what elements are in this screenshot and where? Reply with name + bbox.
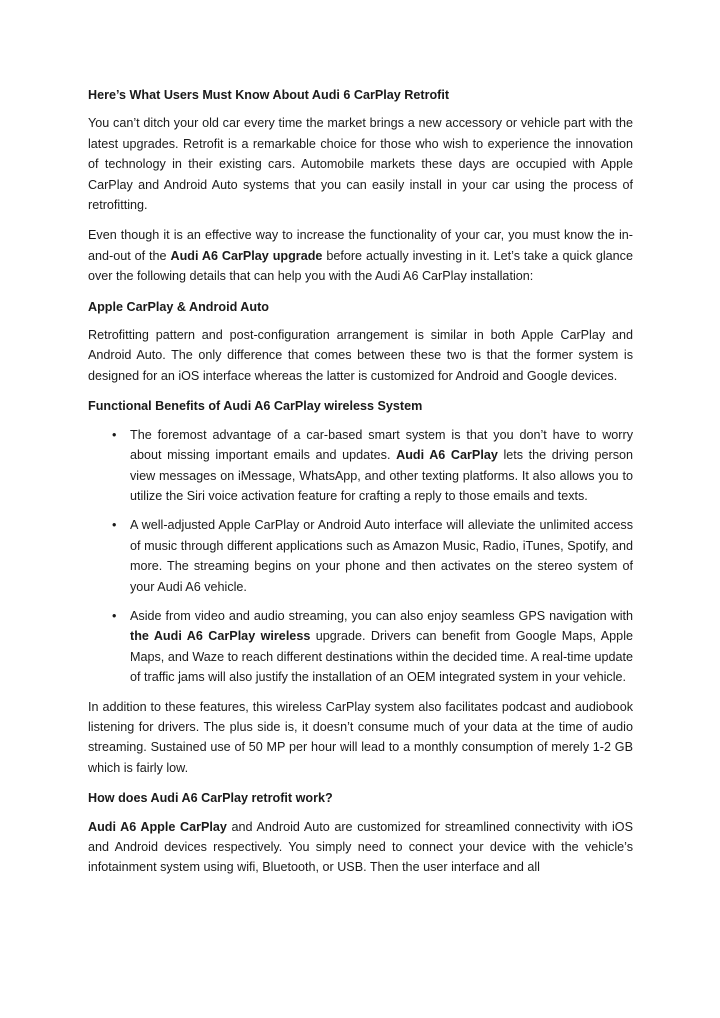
bold-keyword: Audi A6 Apple CarPlay (88, 819, 227, 834)
text-run: The foremost advantage of a car-based smart system is that you don’t have to worry about missing important emails and updates. (130, 427, 633, 463)
document-page (88, 85, 633, 888)
section-heading: How does Audi A6 CarPlay retrofit work? (88, 791, 333, 806)
section-heading: Functional Benefits of Audi A6 CarPlay wireless System (88, 399, 423, 414)
section-heading: Apple CarPlay & Android Auto (88, 299, 269, 314)
text-run: and Android Auto are customized for streamlined connectivity with iOS and Android devices respectively. You simply need to connect your device with the vehicle’s infotainment system using wifi, Bluetooth, or USB. Then the user interface and all (88, 819, 633, 875)
bold-keyword: Audi A6 CarPlay upgrade (170, 248, 323, 263)
paragraph (88, 113, 633, 215)
bullet-icon: • (112, 427, 117, 442)
paragraph (88, 325, 633, 386)
text-run: lets the driving person view messages on iMessage, WhatsApp, and other texting platforms. It also allows you to utilize the Siri voice activation feature for crafting a reply to those emails and texts. (130, 448, 633, 503)
text-run: before actually investing in it. Let’s take a quick glance over the following details that can help you with the Audi A6 CarPlay installation: (88, 248, 633, 284)
text-run: Aside from video and audio streaming, you can also enjoy seamless GPS navigation with (130, 608, 633, 623)
bullet-icon: • (112, 518, 117, 533)
paragraph (88, 697, 633, 779)
text-run: A well-adjusted Apple CarPlay or Android Auto interface will alleviate the unlimited access of music through different applications such as Amazon Music, Radio, iTunes, Spotify, and more. The streaming begins on your phone and then activates on the stereo system of your Audi A6 vehicle. (130, 518, 633, 594)
section-heading: Here’s What Users Must Know About Audi 6 CarPlay Retrofit (88, 88, 450, 102)
paragraph (88, 817, 633, 878)
bold-keyword: Audi A6 CarPlay (396, 448, 498, 463)
text-run: upgrade. Drivers can benefit from Google Maps, Apple Maps, and Waze to reach different destinations within the decided time. A real-time update of traffic jams will also justify the installation of an OEM integrated system in your vehicle. (130, 629, 633, 685)
list-item (88, 425, 633, 507)
bold-keyword: the Audi A6 CarPlay wireless (130, 629, 311, 644)
text-run: Even though it is an effective way to increase the functionality of your car, you must know the in-and-out of the (88, 228, 633, 263)
list-item (88, 606, 633, 688)
text-run: Retrofitting pattern and post-configuration arrangement is similar in both Apple CarPlay and Android Auto. The only difference that comes between these two is that the former system is designed for an iOS interface whereas the latter is customized for Android and Google devices. (88, 328, 633, 383)
text-run: In addition to these features, this wireless CarPlay system also facilitates podcast and audiobook listening for drivers. The plus side is, it doesn’t consume much of your data at the time of audio streaming. Sustained use of 50 MP per hour will lead to a monthly consumption of merely 1-2 GB which is fairly low. (88, 699, 633, 775)
text-run: You can’t ditch your old car every time the market brings a new accessory or vehicle part with the latest upgrades. Retrofit is a remarkable choice for those who wish to experience the innovation of technology in their existing cars. Automobile markets these days are occupied with Apple CarPlay and Android Auto systems that you can easily install in your car using the process of retrofitting. (88, 116, 633, 213)
bullet-icon: • (112, 608, 117, 623)
paragraph (88, 225, 633, 286)
bullet-list (88, 425, 633, 688)
list-item (88, 515, 633, 597)
